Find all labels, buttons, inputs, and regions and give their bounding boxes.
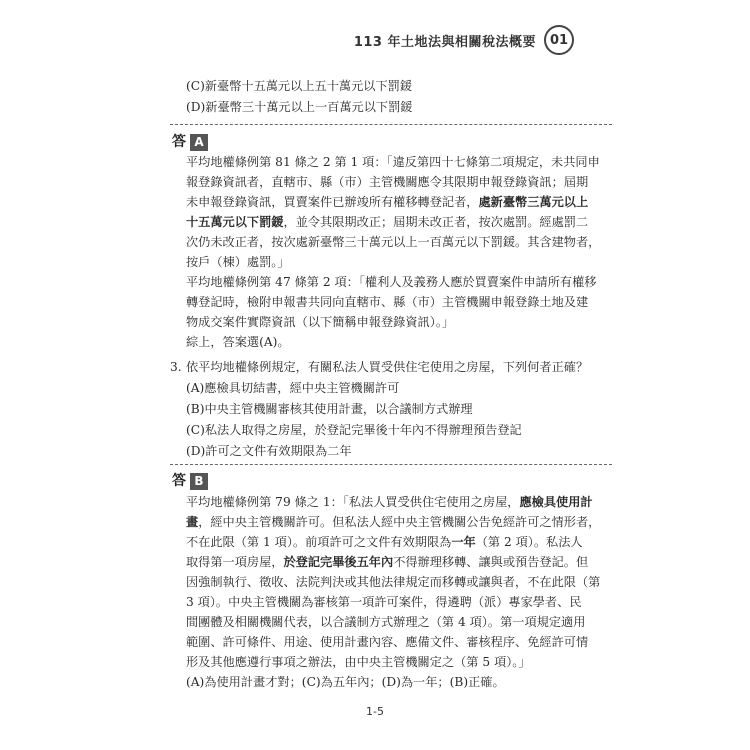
explanation-line: 3 項）。中央主管機關為審核第一項許可案件，得遴聘（派）專家學者、民 <box>186 595 582 609</box>
divider <box>170 464 612 465</box>
page-number: 1-5 <box>366 705 384 718</box>
answer-explanation-2 <box>186 492 612 692</box>
answer-label: 答 <box>172 473 186 489</box>
question-stem: 依平均地權條例規定，有關私法人買受供住宅使用之房屋，下列何者正確？ <box>186 360 589 374</box>
explanation-line: 物成交案件實際資訊（以下簡稱申報登錄資訊）。」 <box>186 315 455 329</box>
explanation-line: 畫，經中央主管機關許可。但私法人經中央主管機關公告免經許可之情形者， <box>186 515 601 529</box>
explanation-line: 報登錄資訊者，直轄市、縣（市）主管機關應令其限期申報登錄資訊；屆期 <box>186 175 589 189</box>
answer-letter-badge: A <box>190 134 208 151</box>
page-header <box>354 25 574 55</box>
explanation-line: 轉登記時，檢附申報書共同向直轄市、縣（市）主管機關申報登錄土地及建 <box>186 295 589 309</box>
explanation-line: (A)為使用計畫才對；(C)為五年內；(D)為一年；(B)正確。 <box>186 675 505 689</box>
answer-header-1 <box>170 132 612 152</box>
explanation-line: 範圍、許可條件、用途、使用計畫內容、應備文件、審核程序、免經許可情 <box>186 635 589 649</box>
explanation-line: 平均地權條例第 81 條之 2 第 1 項：「違反第四十七條第二項規定，未共同申 <box>186 155 600 169</box>
option-d: (D)許可之文件有效期限為二年 <box>186 444 352 458</box>
book-title: 113 年土地法與相關稅法概要 <box>353 34 536 50</box>
explanation-line: 間團體及相關機關代表，以合議制方式辦理之（第 4 項）。第一項規定適用 <box>186 615 586 629</box>
question-number: 3. <box>170 360 182 374</box>
chapter-badge: 01 <box>544 25 574 55</box>
answer-letter-badge: B <box>190 473 208 490</box>
explanation-line: 未申報登錄資訊，買賣案件已辦竣所有權移轉登記者，處新臺幣三萬元以上 <box>186 195 589 209</box>
explanation-line: 取得第一項房屋，於登記完畢後五年內不得辦理移轉、讓與或預告登記。但 <box>186 555 589 569</box>
option-a: (A)應檢具切結書，經中央主管機關許可 <box>186 381 400 395</box>
option-c: (C)私法人取得之房屋，於登記完畢後十年內不得辦理預告登記 <box>186 423 522 437</box>
explanation-line: 十五萬元以下罰鍰，並令其限期改正；屆期未改正者，按次處罰。經處罰二 <box>186 215 589 229</box>
answer-header-2 <box>170 471 612 491</box>
explanation-line: 綜上，答案選(A)。 <box>186 335 290 349</box>
explanation-line: 平均地權條例第 47 條第 2 項：「權利人及義務人應於買賣案件申請所有權移 <box>186 275 597 289</box>
option-c-prev: (C)新臺幣十五萬元以上五十萬元以下罰鍰 <box>186 79 413 93</box>
explanation-line: 形及其他應遵行事項之辦法，由中央主管機關定之（第 5 項）。」 <box>186 655 531 669</box>
answer-label: 答 <box>172 134 186 150</box>
explanation-line: 按戶（棟）處罰。」 <box>186 255 290 269</box>
answer-explanation-1 <box>186 152 612 352</box>
explanation-line: 不在此限（第 1 項）。前項許可之文件有效期限為一年（第 2 項）。私法人 <box>186 535 583 549</box>
option-d-prev: (D)新臺幣三十萬元以上一百萬元以下罰鍰 <box>186 100 413 114</box>
explanation-line: 次仍未改正者，按次處新臺幣三十萬元以上一百萬元以下罰鍰。其含建物者， <box>186 235 601 249</box>
divider <box>170 124 612 125</box>
option-b: (B)中央主管機關審核其使用計畫，以合議制方式辦理 <box>186 402 473 416</box>
explanation-line: 因強制執行、徵收、法院判決或其他法律規定而移轉或讓與者，不在此限（第 <box>186 575 601 589</box>
explanation-line: 平均地權條例第 79 條之 1：「私法人買受供住宅使用之房屋，應檢具使用計 <box>186 495 593 509</box>
